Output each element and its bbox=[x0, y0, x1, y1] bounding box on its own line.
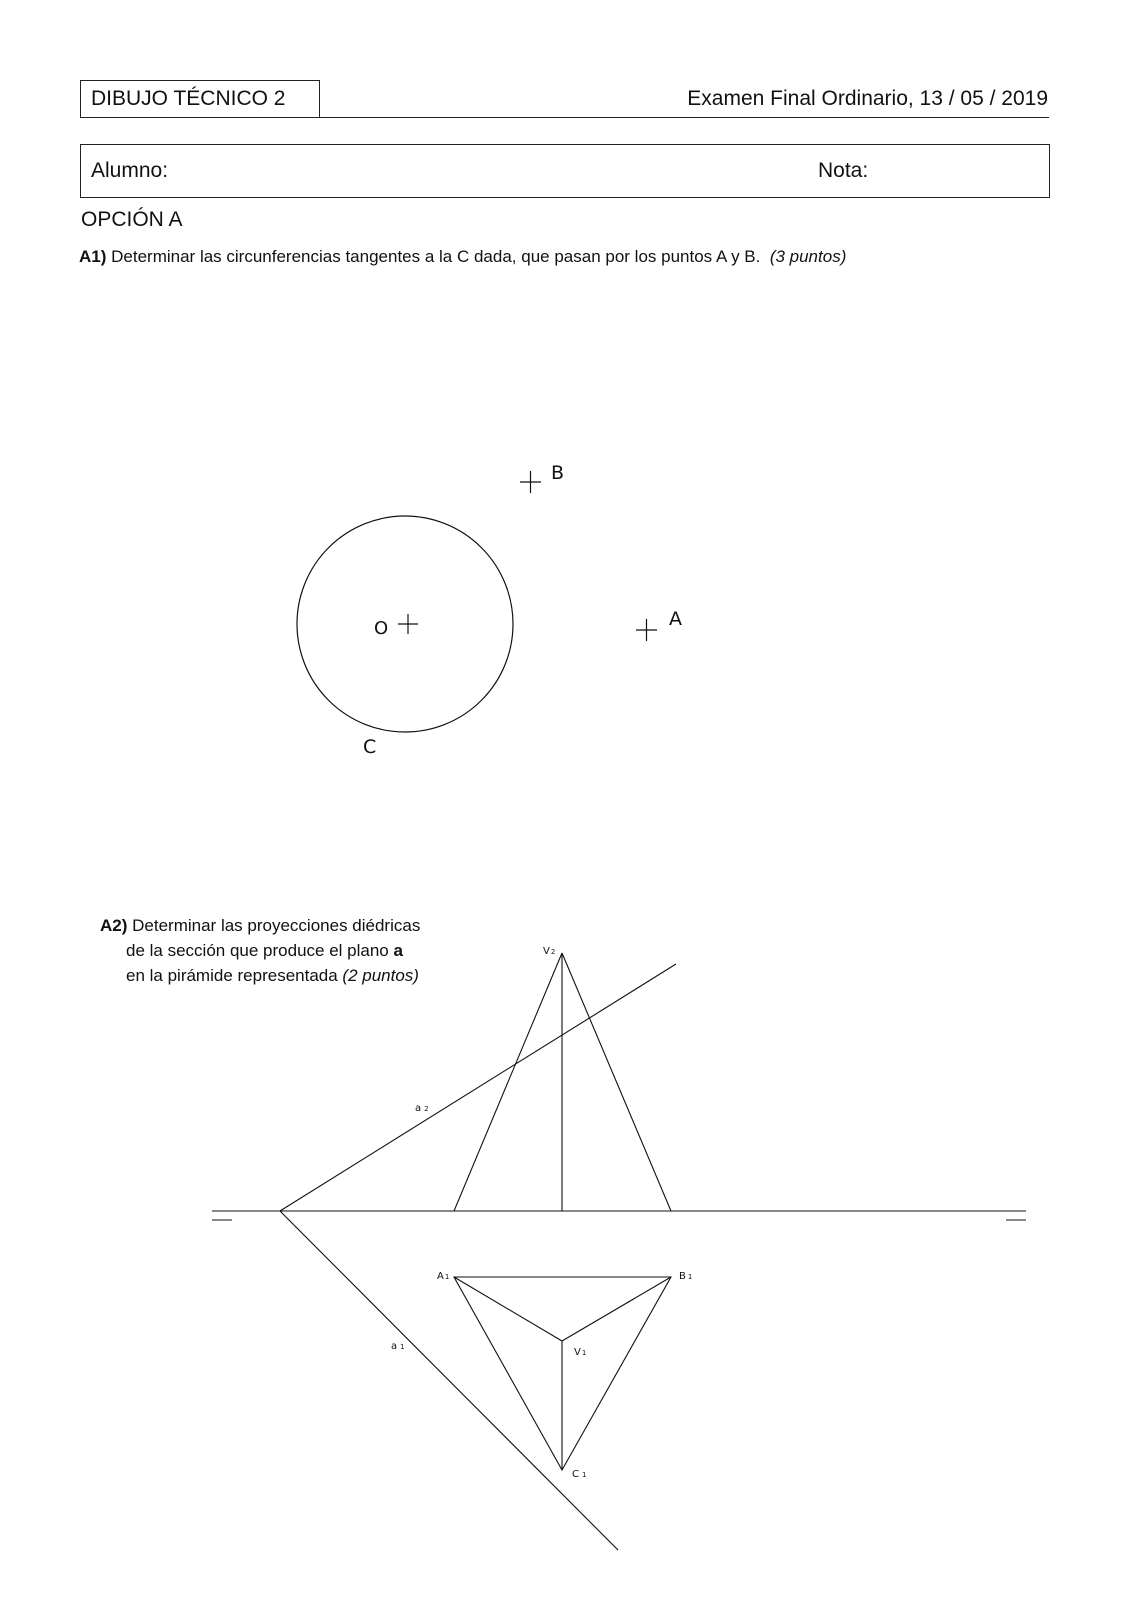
a1-figure bbox=[297, 471, 657, 732]
a1-points: (3 puntos) bbox=[769, 247, 847, 266]
a1-text: Determinar las circunferencias tangentes a la C dada, que pasan por los puntos A y B. bbox=[111, 247, 761, 266]
a2-figure bbox=[212, 953, 1026, 1550]
trace-a1 bbox=[280, 1211, 618, 1550]
label-v1: V1 bbox=[574, 1347, 587, 1358]
label-v2: V2 bbox=[543, 946, 556, 957]
label-a1-vertex: A1 bbox=[437, 1271, 450, 1282]
a2-points: (2 puntos) bbox=[342, 966, 419, 985]
point-a-mark bbox=[636, 619, 657, 641]
center-o-mark bbox=[398, 614, 418, 634]
label-o: O bbox=[374, 618, 389, 639]
label-a: A bbox=[669, 608, 682, 630]
point-b-mark bbox=[520, 471, 541, 493]
a2-number: A2) bbox=[100, 916, 128, 935]
exam-title: Examen Final Ordinario, 13 / 05 / 2019 bbox=[687, 87, 1048, 110]
label-a2: a 2 bbox=[415, 1103, 429, 1114]
label-b: B bbox=[551, 462, 565, 484]
option-title: OPCIÓN A bbox=[81, 208, 183, 231]
grade-label: Nota: bbox=[818, 159, 869, 182]
a2-line1-text: Determinar las proyecciones diédricas bbox=[132, 916, 421, 935]
a1-number: A1) bbox=[79, 247, 107, 266]
a2-line2-text: de la sección que produce el plano bbox=[126, 941, 389, 960]
subject-title: DIBUJO TÉCNICO 2 bbox=[91, 87, 286, 110]
a2-plane-name: a bbox=[393, 941, 403, 960]
label-b1: B 1 bbox=[679, 1271, 693, 1282]
student-label: Alumno: bbox=[91, 159, 169, 182]
pyramid-plan bbox=[454, 1277, 671, 1470]
a2-line3-text: en la pirámide representada bbox=[126, 966, 338, 985]
label-c: C bbox=[363, 736, 377, 758]
label-c1: C 1 bbox=[572, 1469, 587, 1480]
label-a1-trace: a 1 bbox=[391, 1341, 405, 1352]
trace-a2 bbox=[280, 964, 676, 1211]
